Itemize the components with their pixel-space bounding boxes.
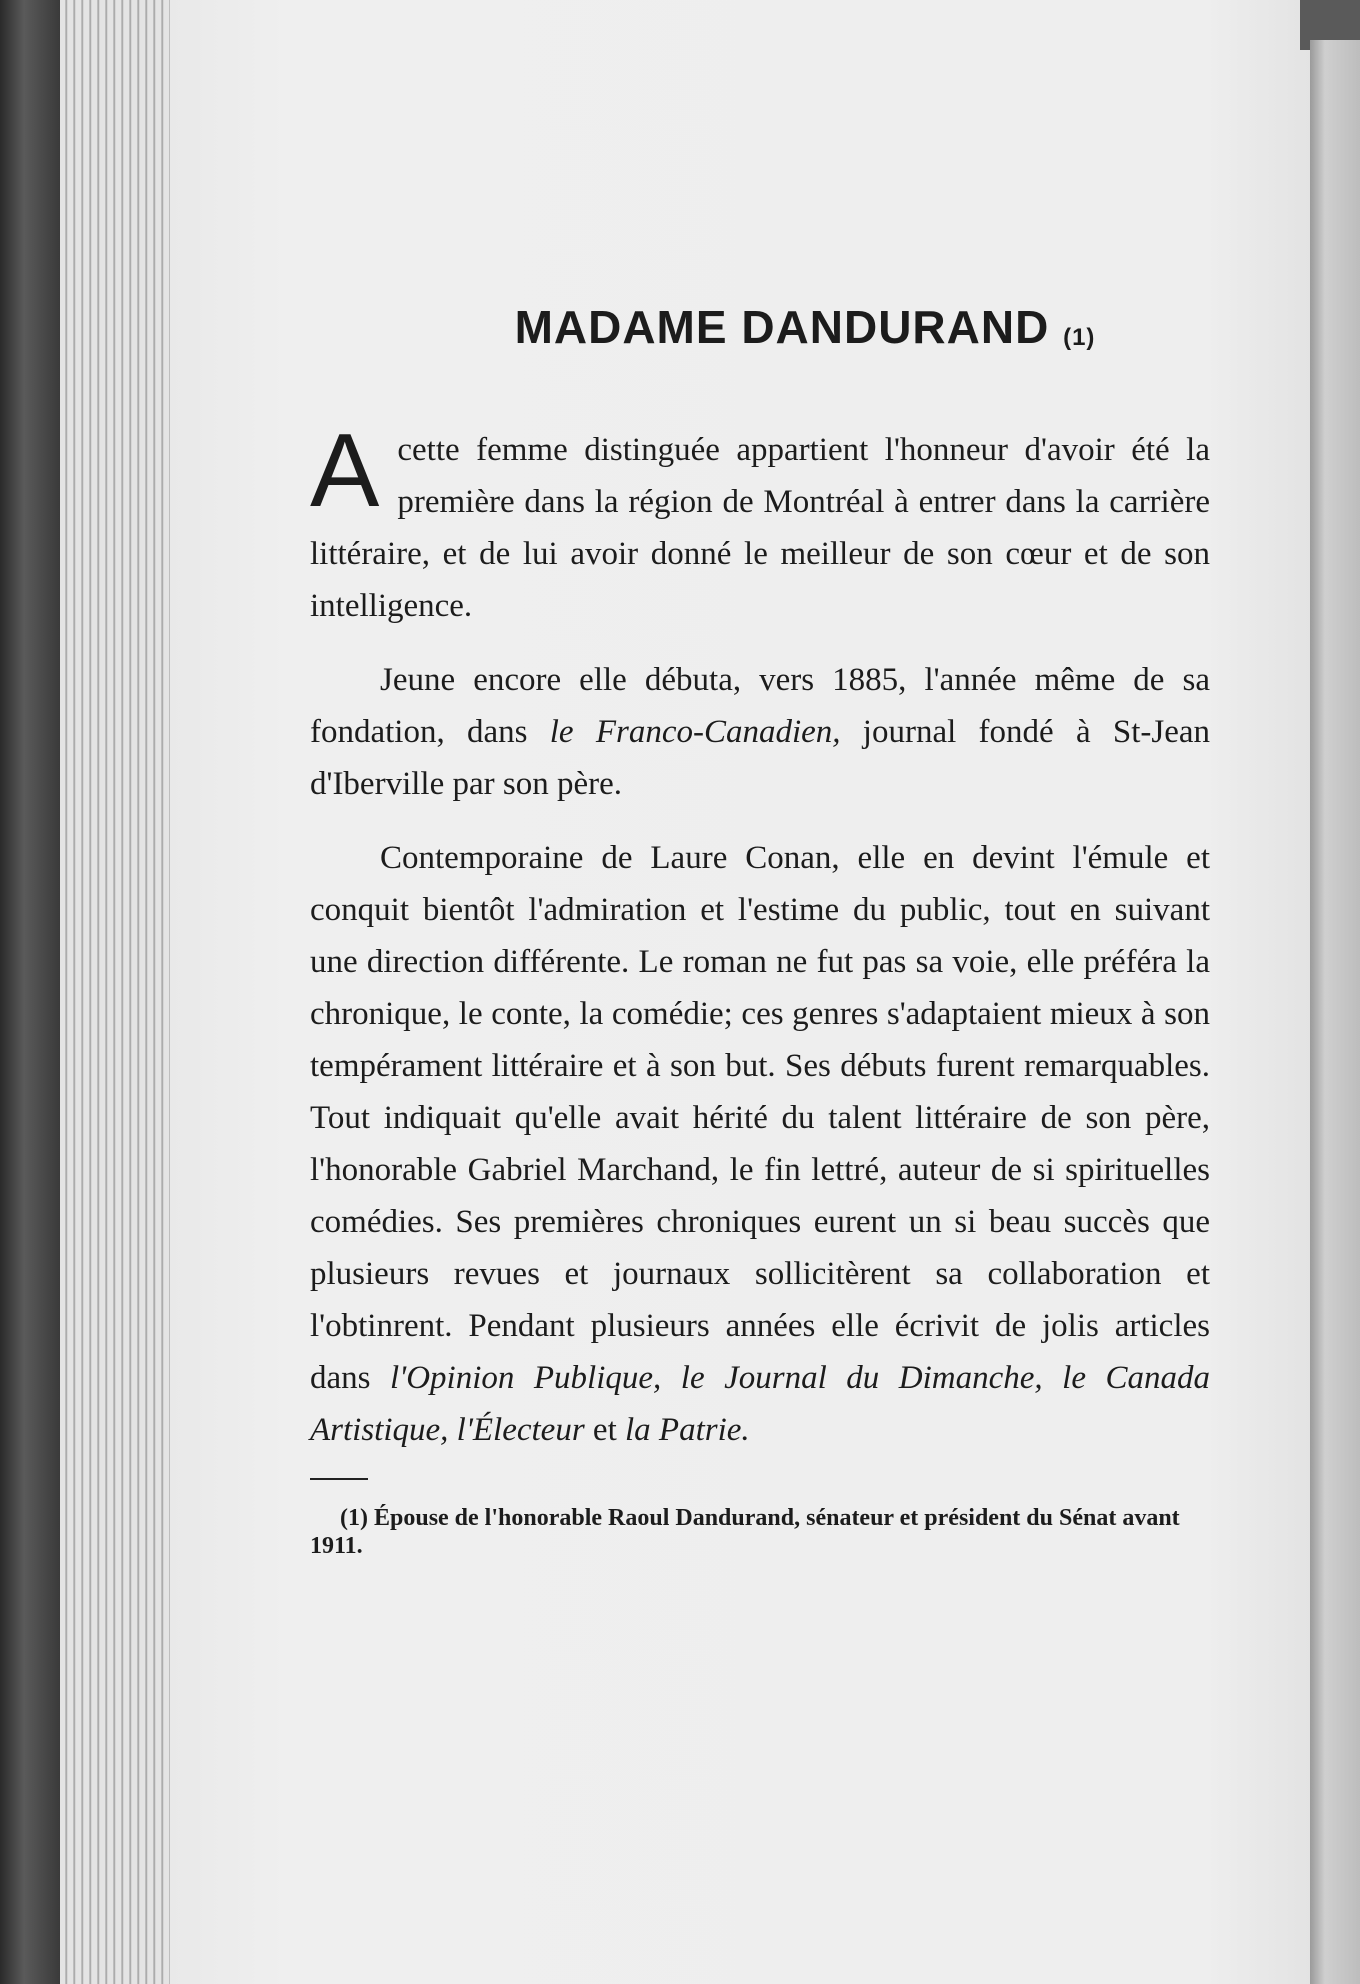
page-title bbox=[310, 300, 1210, 354]
paragraph-3-italic-2: la Patrie. bbox=[625, 1412, 750, 1448]
paragraph-3-mid: et bbox=[584, 1412, 625, 1448]
footnote-rule bbox=[310, 1478, 368, 1480]
paragraph-3 bbox=[310, 832, 1210, 1456]
right-page-edge bbox=[1310, 40, 1360, 1984]
paragraph-2-text: Jeune encore elle débuta, vers 1885, l'année même de sa fondation, dans bbox=[310, 662, 1210, 750]
page-content bbox=[310, 300, 1210, 1584]
paragraph-1-text: cette femme distinguée appartient l'honneur d'avoir été la première dans la région de Montréal à entrer dans la carrière littéraire, et de lui avoir donné le meilleur de son cœur et de son intelligence. bbox=[310, 432, 1210, 624]
paragraph-3-italic-1: l'Opinion Publique, le Journal du Dimanche, le Canada Artistique, l'Électeur bbox=[310, 1360, 1210, 1448]
paragraph-2 bbox=[310, 654, 1210, 810]
title-footnote-marker: (1) bbox=[1063, 324, 1096, 351]
book-spine bbox=[0, 0, 60, 1984]
paragraph-3-text: Contemporaine de Laure Conan, elle en devint l'émule et conquit bientôt l'admiration et l'estime du public, tout en suivant une direction différente. Le roman ne fut pas sa voie, elle préféra la chronique, le conte, la comédie; ces genres s'adaptaient mieux à son tempérament littéraire et à son but. Ses débuts furent remarquables. Tout indiquait qu'elle avait hérité du talent littéraire de son père, l'honorable Gabriel Marchand, le fin lettré, auteur de si spirituelles comédies. Ses premières chroniques eurent un si beau succès que plusieurs revues et journaux sollicitèrent sa collaboration et l'obtinrent. Pendant plusieurs années elle écrivit de jolis articles dans bbox=[310, 840, 1210, 1396]
paragraph-1 bbox=[310, 413, 1210, 632]
title-text: MADAME DANDURAND bbox=[514, 301, 1050, 353]
paragraph-2-text-end: journal fondé à St-Jean d'Iberville par son père. bbox=[310, 714, 1211, 802]
paragraph-2-italic: le Franco-Canadien, bbox=[549, 714, 841, 750]
footnote: (1) Épouse de l'honorable Raoul Dandurand, sénateur et président du Sénat avant 1911. bbox=[310, 1505, 1180, 1559]
page-edges bbox=[60, 0, 180, 1984]
drop-cap: A bbox=[310, 413, 380, 529]
